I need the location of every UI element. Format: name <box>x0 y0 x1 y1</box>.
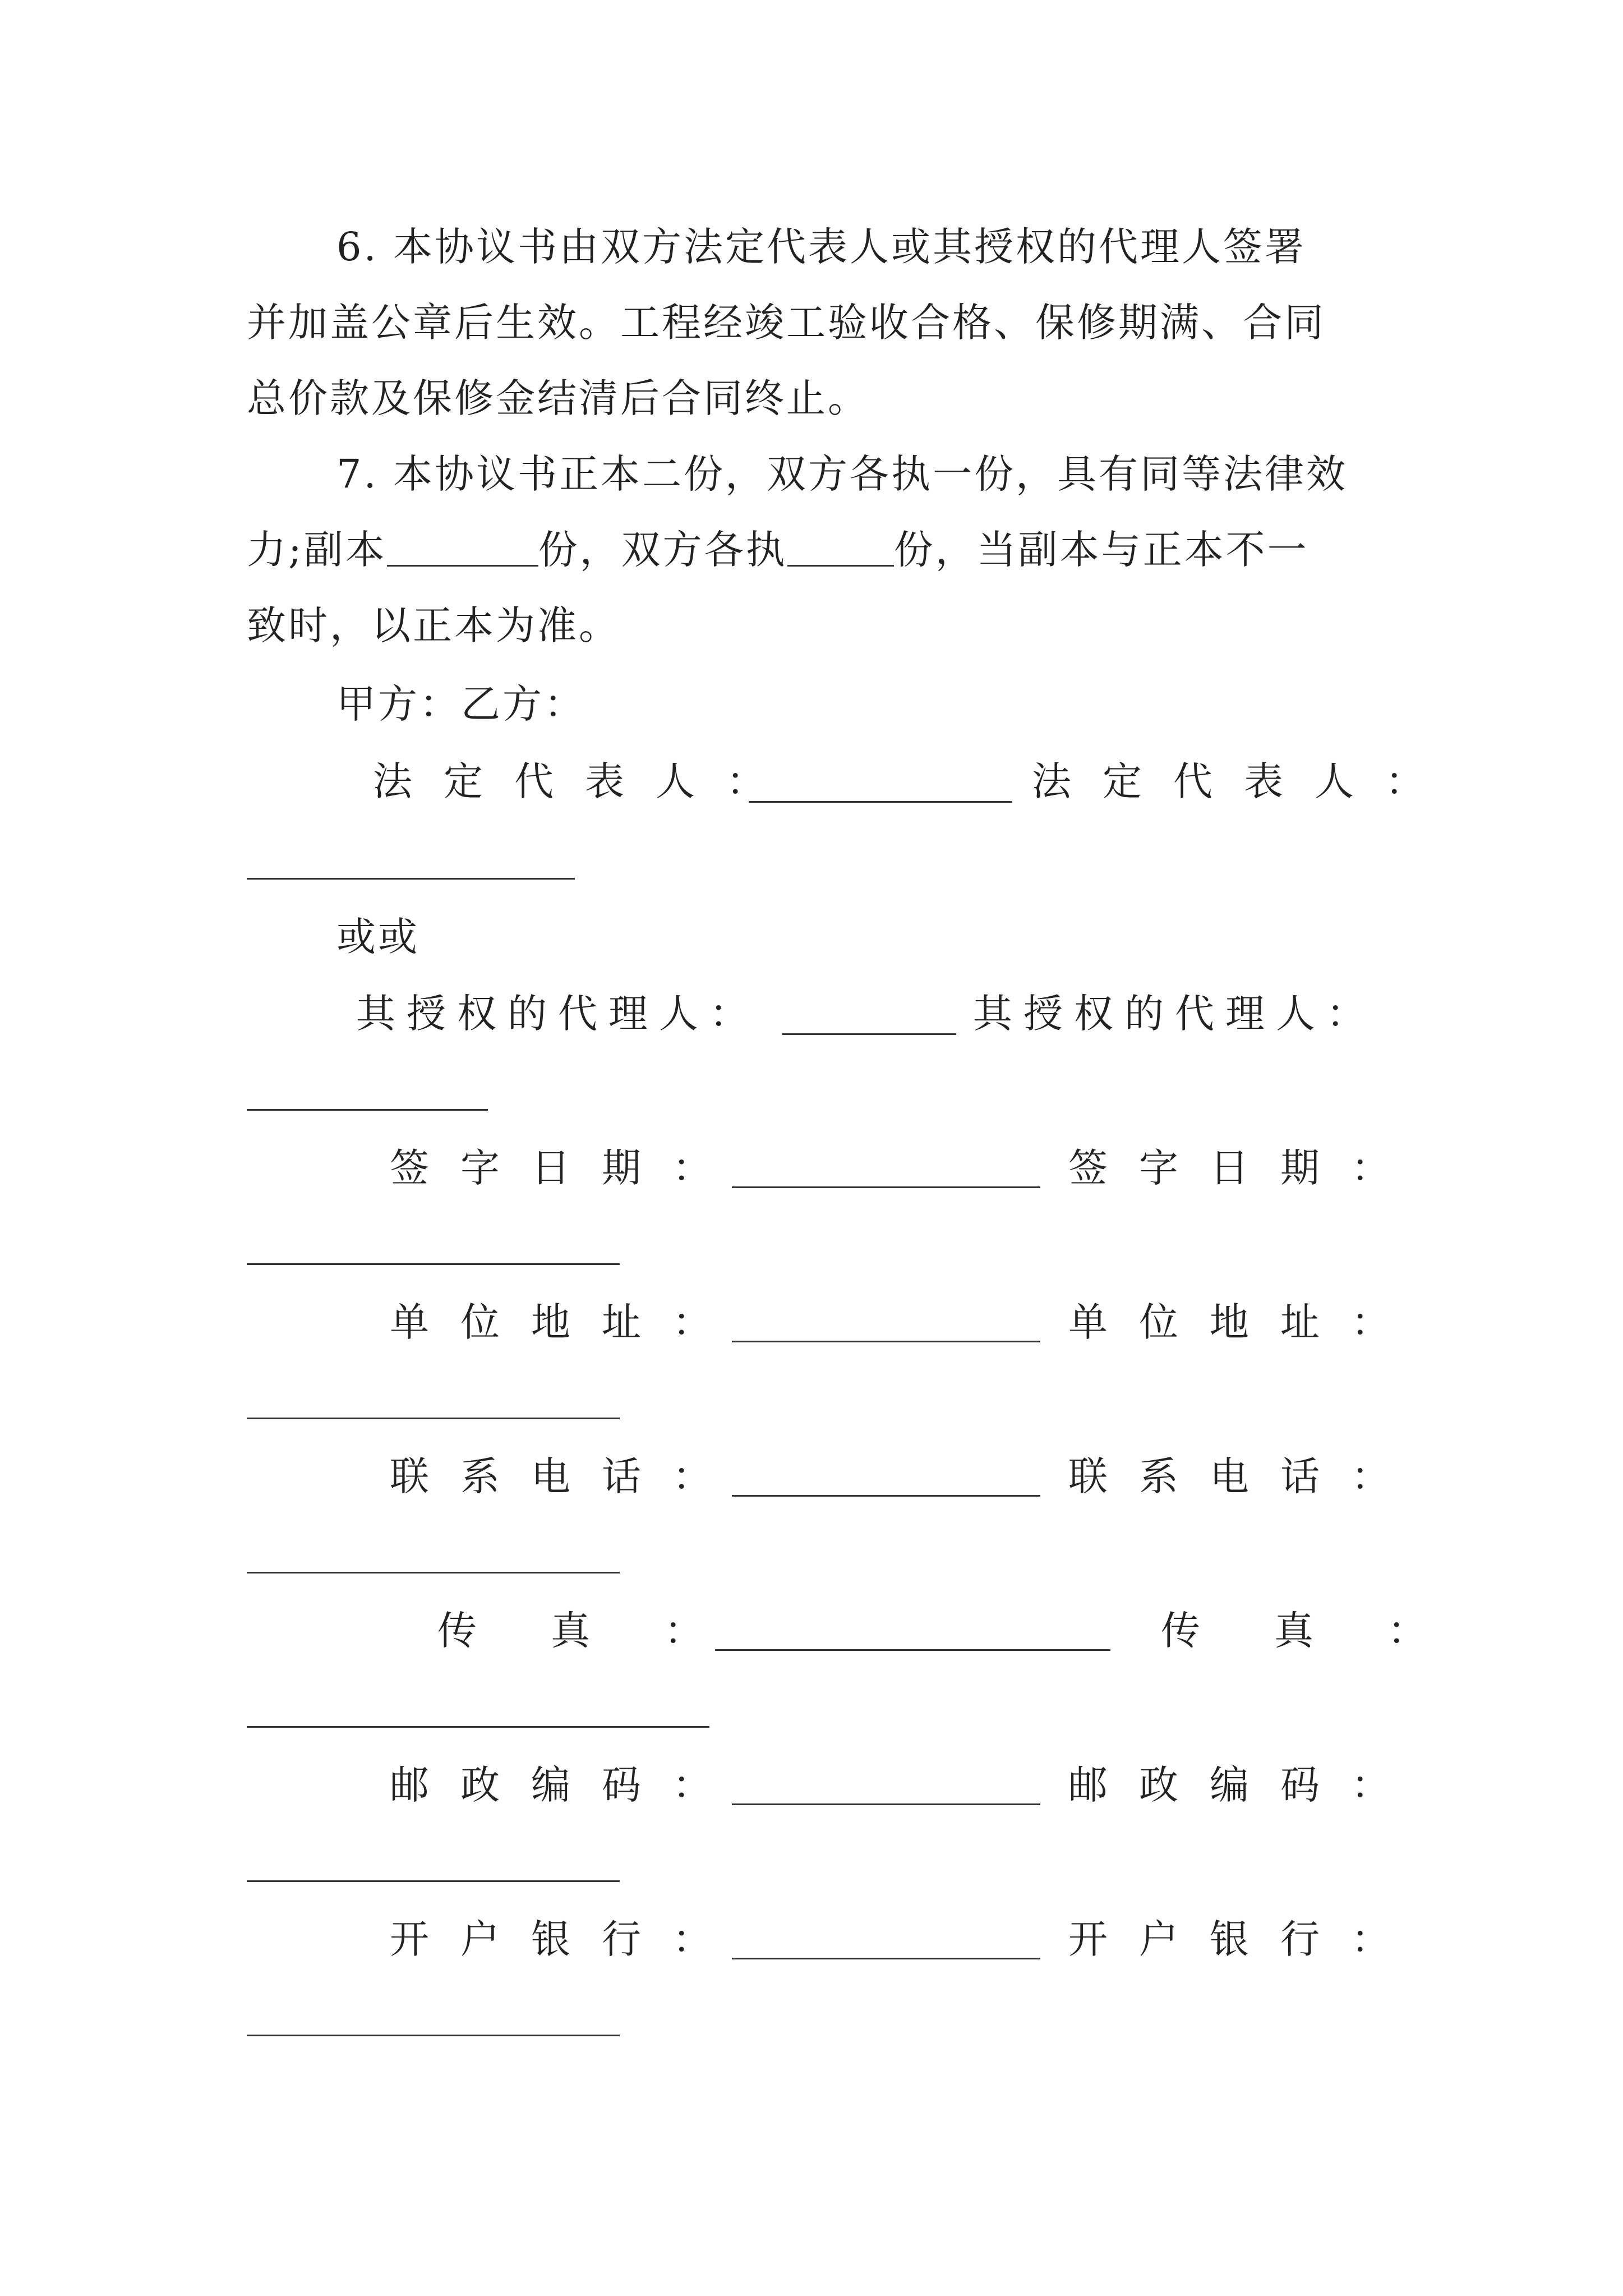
legal-rep-label-left: 法定代表人： <box>373 758 797 804</box>
postcode-label-right: 邮政编码： <box>1068 1762 1422 1808</box>
bank-label-right: 开户银行： <box>1068 1916 1422 1962</box>
legal-rep-blank-left[interactable] <box>749 801 1012 803</box>
clause-7-line-2-part-1: 力;副本 <box>247 527 387 573</box>
phone-blank-left[interactable] <box>732 1495 1040 1497</box>
or-label: 或或 <box>336 914 419 960</box>
parties-label: 甲方：乙方： <box>336 681 585 727</box>
clause-7-line-3: 致时，以正本为准。 <box>247 602 620 648</box>
address-label-left: 单位地址： <box>390 1299 743 1345</box>
bank-blank-left[interactable] <box>732 1958 1040 1959</box>
sign-date-label-left: 签字日期： <box>390 1145 743 1191</box>
bank-blank-right[interactable] <box>247 2035 620 2036</box>
legal-rep-label-right: 法定代表人： <box>1032 758 1456 804</box>
bank-label-left: 开户银行： <box>390 1916 743 1962</box>
fax-blank-left[interactable] <box>715 1649 1110 1651</box>
each-copies-blank[interactable] <box>787 565 894 567</box>
clause-7-line-2-part-2: 份，双方各执 <box>538 527 787 573</box>
postcode-label-left: 邮政编码： <box>390 1762 743 1808</box>
sign-date-label-right: 签字日期： <box>1068 1145 1422 1191</box>
address-blank-right[interactable] <box>247 1418 620 1419</box>
agent-label-left: 其授权的代理人： <box>356 991 760 1037</box>
agent-label-right: 其授权的代理人： <box>973 991 1377 1037</box>
address-blank-left[interactable] <box>732 1341 1040 1342</box>
address-label-right: 单位地址： <box>1068 1299 1422 1345</box>
fax-label-left: 传真： <box>437 1608 777 1654</box>
agent-blank-right[interactable] <box>247 1109 488 1111</box>
postcode-blank-right[interactable] <box>247 1880 620 1882</box>
legal-rep-blank-right[interactable] <box>247 878 575 880</box>
fax-blank-right[interactable] <box>247 1726 709 1728</box>
sign-date-blank-right[interactable] <box>247 1263 620 1265</box>
clause-6-line-2: 并加盖公章后生效。工程经竣工验收合格、保修期满、合同 <box>247 300 1326 346</box>
phone-label-left: 联系电话： <box>390 1453 743 1499</box>
clause-7-line-1: 7. 本协议书正本二份，双方各执一份，具有同等法律效 <box>336 451 1348 497</box>
phone-label-right: 联系电话： <box>1068 1453 1422 1499</box>
agent-blank-left[interactable] <box>782 1033 956 1035</box>
phone-blank-right[interactable] <box>247 1572 620 1573</box>
sign-date-blank-left[interactable] <box>732 1186 1040 1188</box>
clause-6-line-3: 总价款及保修金结清后合同终止。 <box>247 375 869 421</box>
clause-6-line-1: 6. 本协议书由双方法定代表人或其授权的代理人签署 <box>336 224 1307 270</box>
copies-count-blank[interactable] <box>387 565 538 567</box>
postcode-blank-left[interactable] <box>732 1803 1040 1805</box>
clause-7-line-2-part-3: 份，当副本与正本不一 <box>893 527 1309 573</box>
fax-label-right: 传真： <box>1161 1608 1501 1654</box>
clause-7-line-2 <box>247 527 1309 573</box>
